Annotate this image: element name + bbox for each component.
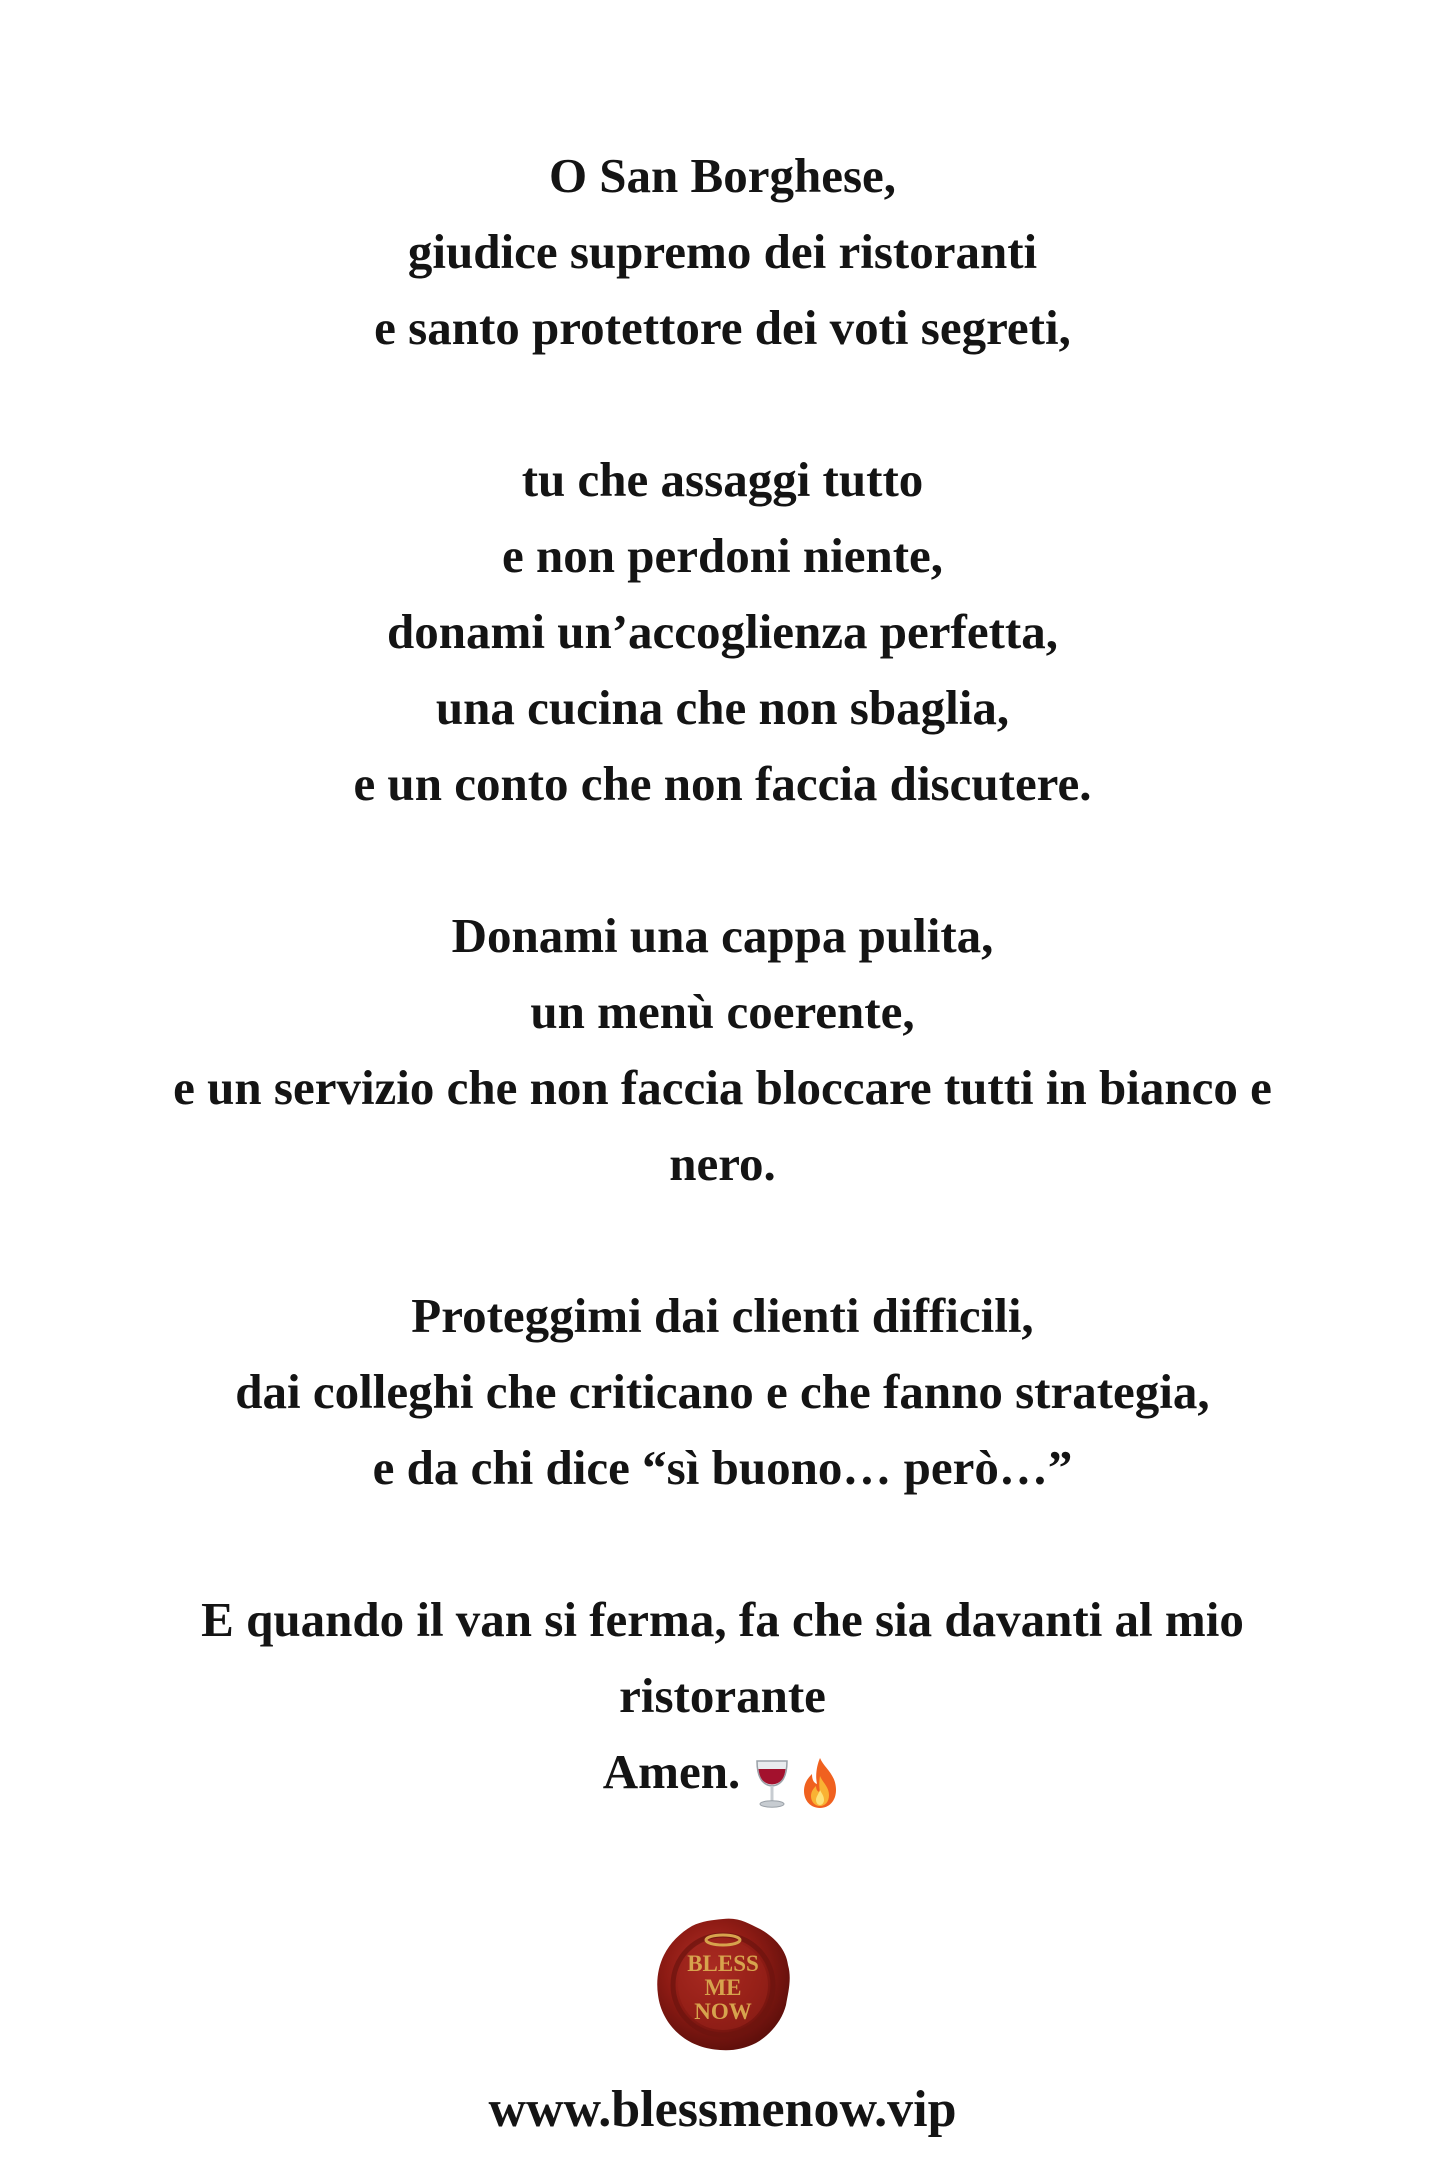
prayer-line: e da chi dice “sì buono… però…” xyxy=(372,1440,1073,1495)
prayer-line: un menù coerente, xyxy=(530,984,915,1039)
website-link[interactable]: www.blessmenow.vip xyxy=(488,2081,957,2138)
prayer-line: E quando il van si ferma, fa che sia davanti al mio ristorante xyxy=(201,1592,1244,1723)
prayer-line: una cucina che non sbaglia, xyxy=(435,680,1010,735)
amen-line xyxy=(0,1734,1445,1816)
stanza-3 xyxy=(0,898,1445,1202)
prayer-line: donami un’accoglienza perfetta, xyxy=(387,604,1058,659)
wine-glass-icon xyxy=(750,1740,794,1816)
prayer-line: O San Borghese, xyxy=(548,148,897,203)
seal-text: NOW xyxy=(694,1999,752,2024)
fire-icon xyxy=(798,1740,842,1816)
prayer-line: e non perdoni niente, xyxy=(501,528,944,583)
amen-text: Amen. xyxy=(602,1744,741,1799)
prayer-line: Proteggimi dai clienti difficili, xyxy=(411,1288,1034,1343)
seal-text: BLESS xyxy=(687,1951,759,1976)
prayer-text xyxy=(0,138,1445,1816)
prayer-line: e un servizio che non faccia bloccare tutti in bianco e nero. xyxy=(173,1060,1272,1191)
prayer-line: tu che assaggi tutto xyxy=(521,452,924,507)
prayer-line: Donami una cappa pulita, xyxy=(451,908,994,963)
stanza-2 xyxy=(0,442,1445,822)
wax-seal-icon xyxy=(652,1913,794,2055)
prayer-line: dai colleghi che criticano e che fanno strategia, xyxy=(235,1364,1210,1419)
stanza-4 xyxy=(0,1278,1445,1506)
stanza-1 xyxy=(0,138,1445,366)
prayer-line: e santo protettore dei voti segreti, xyxy=(374,300,1071,355)
seal-text: ME xyxy=(704,1975,742,2000)
prayer-line: giudice supremo dei ristoranti xyxy=(407,224,1038,279)
stanza-5 xyxy=(0,1582,1445,1816)
prayer-line: e un conto che non faccia discutere. xyxy=(353,756,1092,811)
